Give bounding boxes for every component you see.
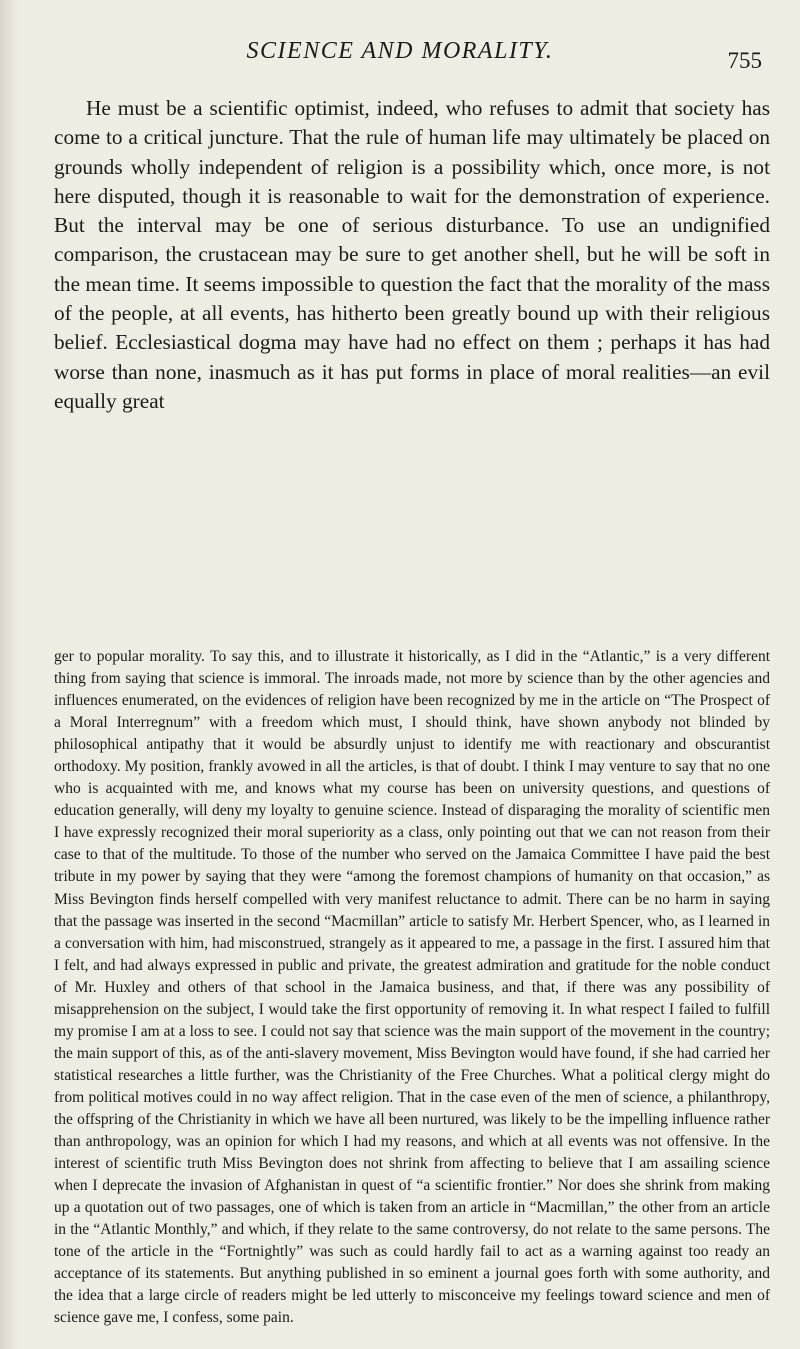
running-head bbox=[0, 34, 800, 74]
footnote: ger to popular morality. To say this, and to illustrate it historically, as I did in the “Atlantic,” is a very different thing from saying that science is immoral. The inroads made, not more by science than by the other agencies and influences enumerated, on the evidences of religion have been recognized by me in the article on “The Prospect of a Moral Interregnum” with a freedom which must, I should think, have shown anybody not blinded by philosophical antipathy that it would be absurdly unjust to identify me with reactionary and obscurantist orthodoxy. My position, frankly avowed in all the articles, is that of doubt. I think I may venture to say that no one who is acquainted with me, and knows what my course has been on university questions, and questions of education generally, will deny my loyalty to genuine science. Instead of disparaging the morality of scientific men I have expressly recognized their moral superiority as a class, only pointing out that we can not reason from their case to that of the multitude. To those of the number who served on the Jamaica Committee I have paid the best tribute in my power by saying that they were “among the foremost champions of humanity on that occasion,” as Miss Bevington finds herself compelled with very manifest reluctance to admit. There can be no harm in saying that the passage was inserted in the second “Macmillan” article to satisfy Mr. Herbert Spencer, who, as I learned in a conversation with him, had misconstrued, strangely as it appeared to me, a passage in the first. I assured him that I felt, and had always expressed in public and private, the greatest admiration and gratitude for the noble conduct of Mr. Huxley and others of that school in the Jamaica business, and that, if there was any possibility of misapprehension on the subject, I would take the first opportunity of removing it. In what respect I failed to fulfill my promise I am at a loss to see. I could not say that science was the main support of the movement in the country; the main support of this, as of the anti-slavery movement, Miss Bevington would have found, if she had carried her statistical researches a little further, was the Christianity of the Free Churches. What a political clergy might do from political motives could in no way affect religion. That in the case even of the men of science, a philanthropy, the offspring of the Christianity in which we have all been nurtured, was likely to be the impelling influence rather than anthropology, was an opinion for which I had my reasons, and which at all events was not offensive. In the interest of scientific truth Miss Bevington does not shrink from affecting to believe that I am assailing science when I deprecate the invasion of Afghanistan in quest of “a scientific frontier.” Nor does she shrink from making up a quotation out of two passages, one of which is taken from an article in “Macmillan,” the other from an article in the “Atlantic Monthly,” and which, if they relate to the same controversy, do not relate to the same persons. The tone of the article in the “Fortnightly” was such as could hardly fail to act as a warning against too ready an acceptance of its statements. But anything published in so eminent a journal goes forth with some authority, and the idea that a large circle of readers might be led utterly to misconceive my feelings toward science and men of science gave me, I confess, some pain. bbox=[54, 648, 770, 1327]
running-title: SCIENCE AND MORALITY. bbox=[246, 38, 554, 64]
main-paragraph: He must be a scientific optimist, indeed, who refuses to admit that society has come to a critical juncture. That the rule of human life may ultimately be placed on grounds wholly independent of religion is a possibility which, once more, is not here disputed, though it is reasonable to wait for the demonstration of experience. But the interval may be one of serious disturbance. To use an undignified comparison, the crustacean may be sure to get another shell, but he will be soft in the mean time. It seems impossible to question the fact that the morality of the mass of the people, at all events, has hitherto been greatly bound up with their religious belief. Ecclesiastical dogma may have had no effect on them ; perhaps it has had worse than none, inasmuch as it has put forms in place of moral realities—an evil equally great bbox=[54, 96, 770, 413]
page-number: 755 bbox=[727, 48, 762, 73]
binding-shadow bbox=[0, 0, 18, 1349]
